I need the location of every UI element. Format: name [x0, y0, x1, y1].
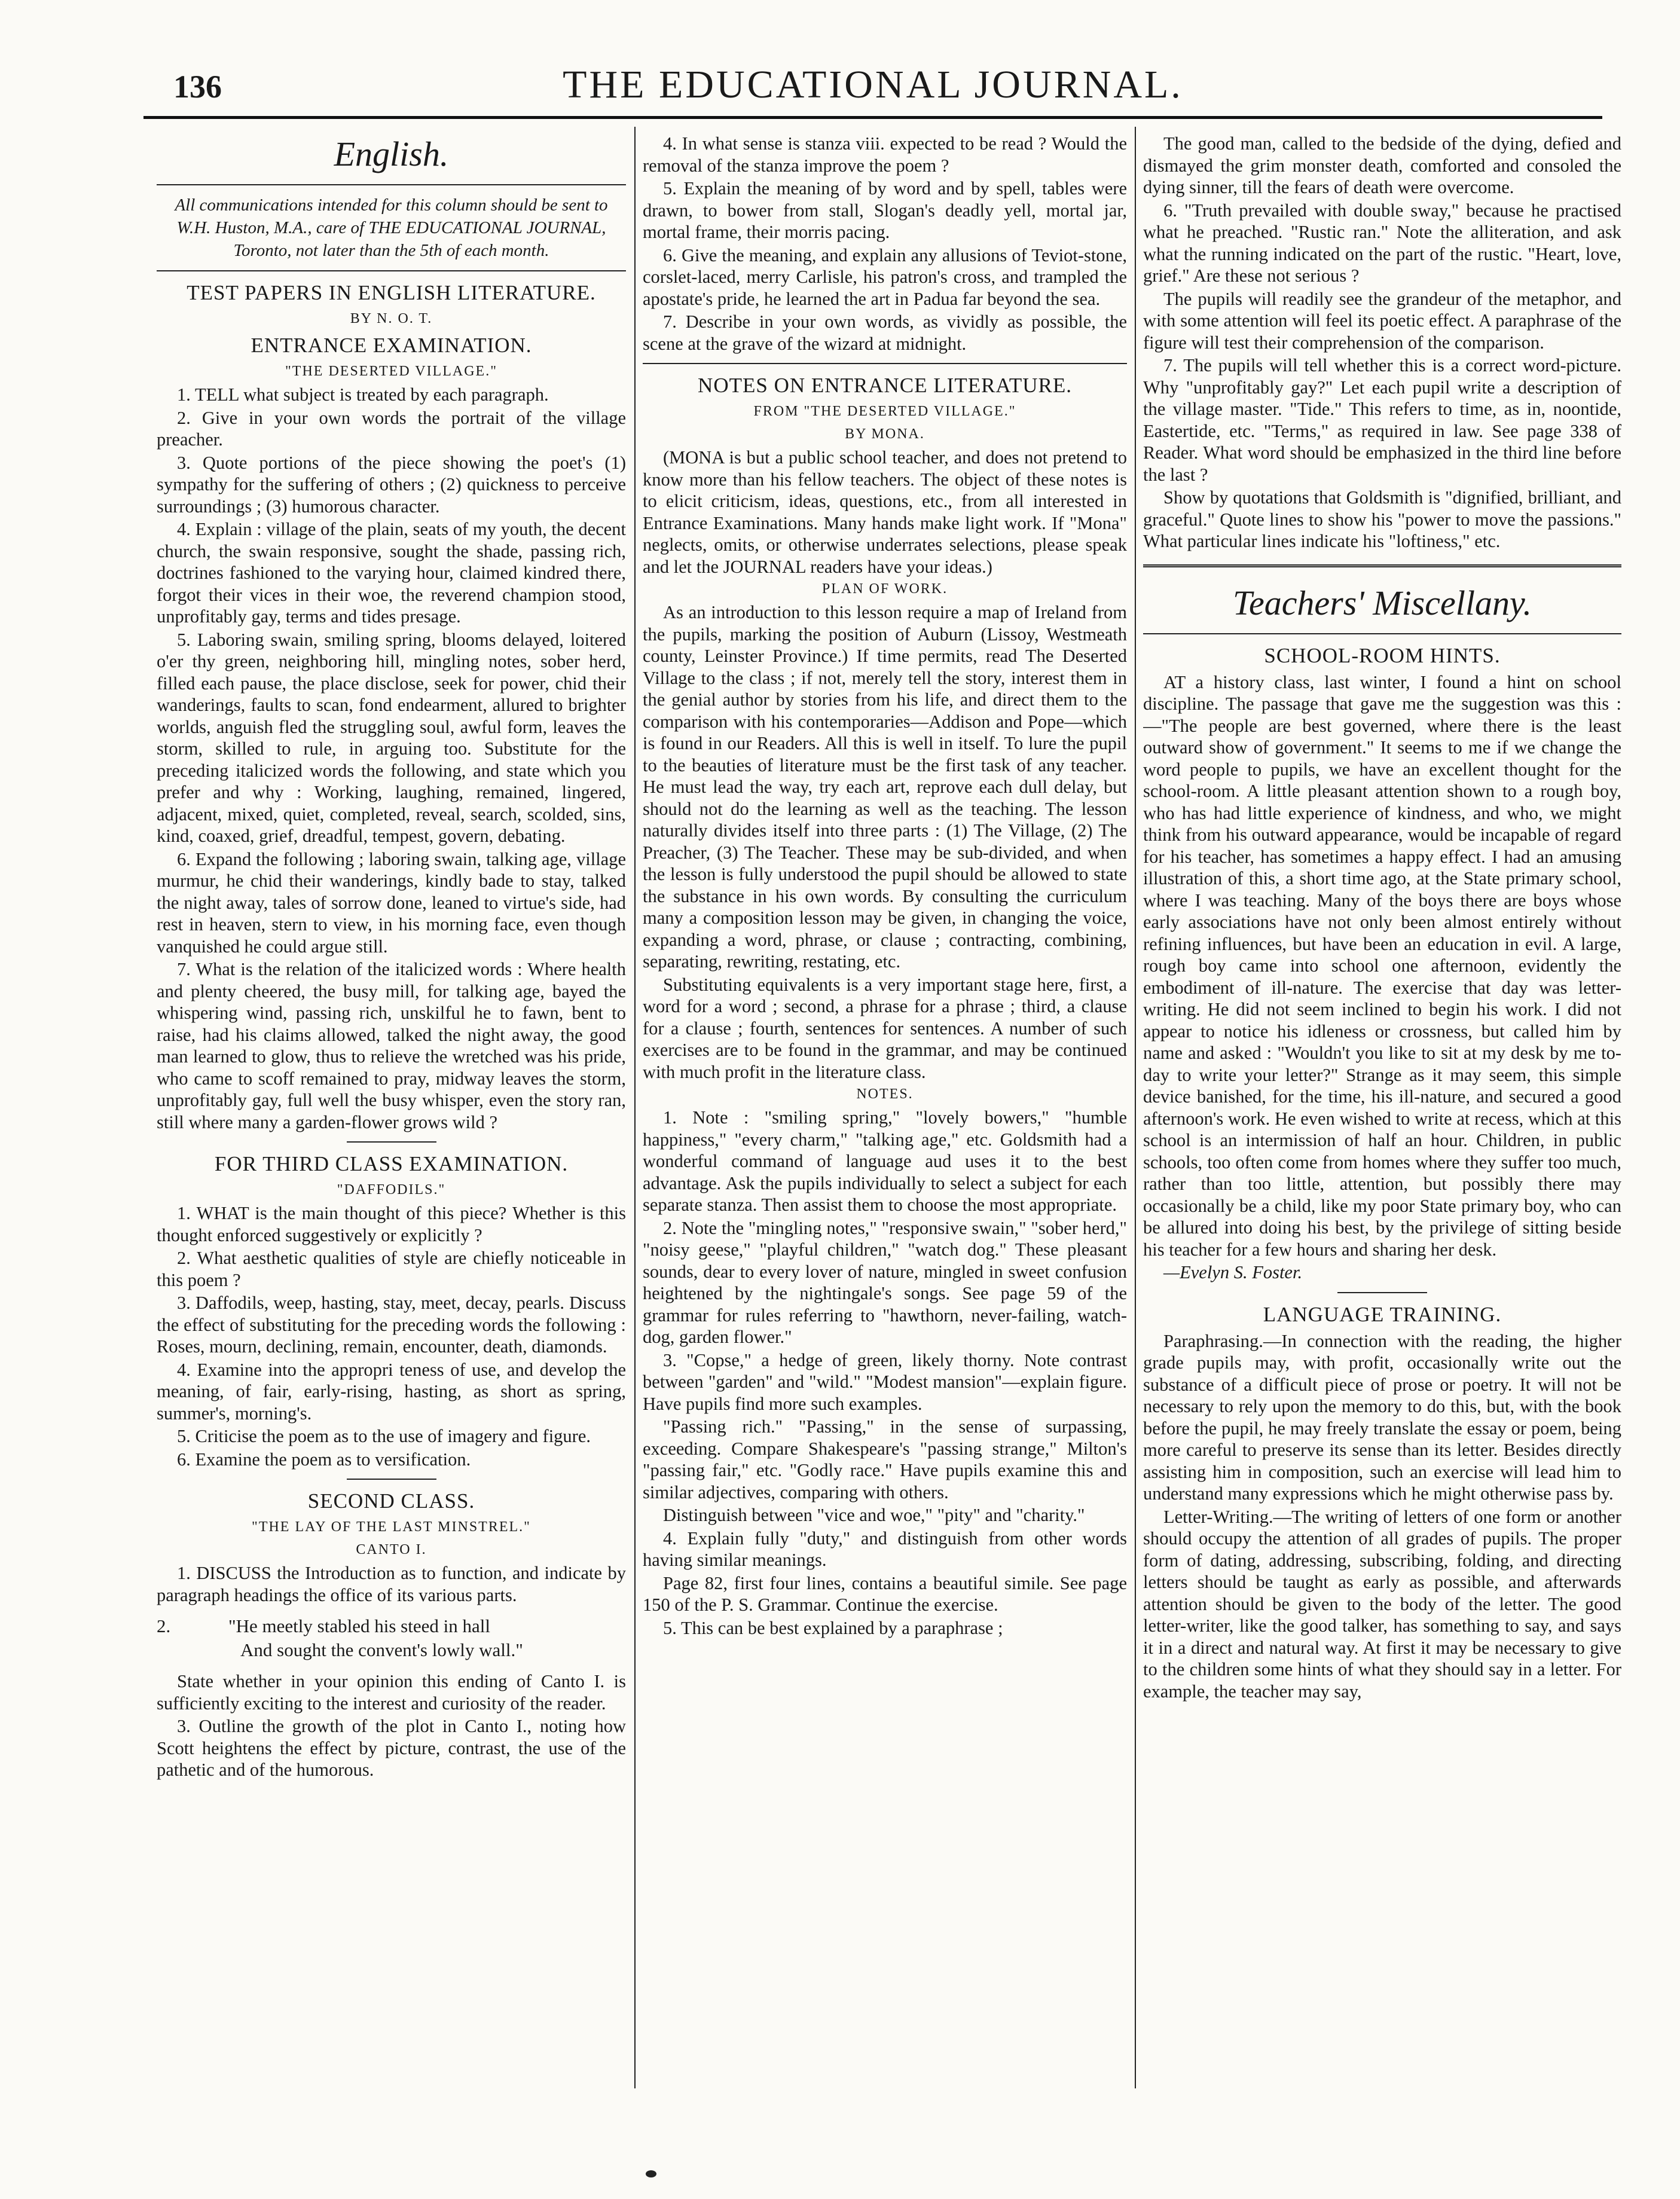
paragraph: 6. "Truth prevailed with double sway," because he practised what he preached. "Rustic ran." Note the alliteration, and ask what the running indicated on the part of the rustic. "Heart, love, grief." Are these not serious ? [1143, 200, 1621, 286]
section-subtitle: FROM "THE DESERTED VILLAGE." [753, 404, 1016, 419]
section-title-school-room-hints: SCHOOL-ROOM HINTS. [1264, 643, 1501, 667]
divider [643, 363, 1127, 364]
subheading-plan-of-work: PLAN OF WORK. [821, 581, 948, 597]
question: 4. In what sense is stanza viii. expected to be read ? Would the removal of the stanza improve the poem ? [643, 133, 1127, 176]
question: 7. Describe in your own words, as vividly as possible, the scene at the grave of the wizard at midnight. [643, 311, 1127, 354]
header-rule [143, 116, 1602, 119]
question: 6. Give the meaning, and explain any allusions of Teviot-stone, corslet-laced, merry Carlisle, his patron's cross, and trampled the apostate's pride, he learned the art in Padua far beyond the sea. [643, 245, 1127, 309]
paragraph: Letter-Writing.—The writing of letters of one form or another should occupy the attention of all grades of pupils. The proper form of dating, addressing, subscribing, folding, and directing letters should be taught as early as possible, and afterwards attention should be given to the body of the letter. The good letter-writer, like the good talker, has something to say, and says it in a direct and natural way. At first it may be necessary to give to the children some hints of what they should say in a letter. For example, the teacher may say, [1143, 1506, 1621, 1702]
question: 4. Examine into the appropri teness of use, and develop the meaning, of fair, early-rising, hasting, as short as spring, summer's, morning's. [157, 1359, 626, 1424]
department-title-english: English. [334, 135, 449, 173]
question: 7. What is the relation of the italicized words : Where health and plenty cheered, the busy mill, for talking age, bayed the whispering wind, passing rich, unskilful he to fawn, bent to raise, had his claims allowed, talked the night away, the good man learned to glow, thus to relieve the wretched was his pride, who came to scoff remained to pray, midway leaves the storm, unprofitably gay, full well the busy whisper, even the story ran, still where many a garden-flower grows wild ? [157, 959, 626, 1132]
divider [1337, 1292, 1427, 1293]
question: 2. What aesthetic qualities of style are chiefly noticeable in this poem ? [157, 1248, 626, 1290]
byline: BY N. O. T. [350, 311, 433, 326]
question: 6. Expand the following ; laboring swain, talking age, village murmur, he chid their wanderings, kindly bade to stay, talked the night away, tales of sorrow done, leaned to virtue's side, had rest in heaven, stern to view, in his morning face, even though vanquished he could argue still. [157, 848, 626, 957]
verse-line: "He meetly stabled his steed in hall [228, 1615, 490, 1636]
paragraph: Paraphrasing.—In connection with the reading, the higher grade pupils may, with profit, occasionally write out the substance of a difficult piece of prose or poetry. It will not be necessary to rely upon the memory to do this, but, with the book before the pupil, he may freely translate the essay or poem, being more careful to preserve its sense than its letter. Besides directly assisting him in composition, such an exercise will lead him to understand many expressions which he might otherwise pass by. [1143, 1330, 1621, 1504]
note-item: Distinguish between "vice and woe," "pity" and "charity." [663, 1505, 1085, 1525]
divider [1143, 633, 1621, 634]
section-subtitle: "DAFFODILS." [337, 1182, 446, 1198]
paragraph: As an introduction to this lesson require a map of Ireland from the pupils, marking the position of Auburn (Lissoy, Westmeath county, Leinster Province.) If time permits, read The Deserted Village to the class ; if not, merely tell the story, interest them in the genial author by stories from his life, and direct them to the comparison with his contemporaries—Addison and Pope—which is found in our Readers. All this is well in itself. To lure the pupil to the beauties of literature must be the first task of any teacher. He must lead the way, try each art, reprove each dull delay, but should not do the learning as well as the teaching. The lesson naturally divides itself into three parts : (1) The Village, (2) The Preacher, (3) The Teacher. These may be sub-divided, and when the lesson is fully understood the pupil should be allowed to state the substance in his own words. By consulting the curriculum many a composition lesson may be given, in changing the voice, expanding a word, phrase, or clause ; contracting, combining, separating, rewriting, restating, etc. [643, 602, 1127, 972]
paragraph: Substituting equivalents is a very important stage here, first, a word for a word ; second, a phrase for a phrase ; third, a clause for a clause ; fourth, sentences for sentences. A number of such exercises are to be found in the grammar, and may be continued with much profit in the literature class. [643, 974, 1127, 1082]
department-note: All communications intended for this column should be sent to W.H. Huston, M.A., care of THE EDUCATIONAL JOURNAL, Toronto, not later than the 5th of each month. [175, 196, 608, 260]
subheading-notes: NOTES. [856, 1086, 914, 1102]
section-subtitle: "THE DESERTED VILLAGE." [285, 364, 497, 379]
page-number: 136 [173, 69, 222, 105]
notes-intro: (MONA is but a public school teacher, and does not pretend to know more than his fellow teachers. The object of these notes is to elicit criticism, ideas, questions, etc., from all interested in Entrance Examinations. Many hands make light work. If "Mona" neglects, omits, or otherwise underrates selections, please speak and let the JOURNAL readers have your ideas.) [643, 447, 1127, 577]
question: 6. Examine the poem as to versification. [177, 1449, 471, 1470]
page-header [143, 57, 1602, 117]
verse-lines [228, 1614, 523, 1662]
verse-quote [157, 1614, 626, 1662]
question: 3. Daffodils, weep, hasting, stay, meet, decay, pearls. Discuss the effect of substituting for the preceding words the following : Roses, mourn, declining, remain, encounter, death, diamonds. [157, 1293, 626, 1357]
section-title-third-class: FOR THIRD CLASS EXAMINATION. [214, 1152, 569, 1175]
note-item: 2. Note the "mingling notes," "responsive swain," "sober herd," "noisy geese," "playful children," "watch dog." These pleasant sounds, dear to every lover of nature, mingled in sweet confusion heightened by the nightingale's songs. See page 59 of the grammar for rules referring to "hawthorn, never-failing, watch-dog, garden flower." [643, 1217, 1127, 1347]
divider-double [1143, 564, 1621, 570]
paragraph: Show by quotations that Goldsmith is "dignified, brilliant, and graceful." Quote lines to show his "power to move the passions." What particular lines indicate his "loftiness," etc. [1143, 487, 1621, 551]
note-item: "Passing rich." "Passing," in the sense of surpassing, exceeding. Compare Shakespeare's "passing strange," Milton's "passing fair," etc. "Godly race." Have pupils examine this and similar adjectives, comparing with others. [643, 1416, 1127, 1502]
column-middle [643, 133, 1127, 2091]
section-title-test-papers: TEST PAPERS IN ENGLISH LITERATURE. [187, 281, 596, 304]
note-item: Page 82, first four lines, contains a beautiful simile. See page 150 of the P. S. Grammar. Continue the exercise. [643, 1572, 1127, 1615]
question: 5. Criticise the poem as to the use of imagery and figure. [177, 1426, 591, 1446]
question: 1. WHAT is the main thought of this piece? Whether is this thought enforced suggestively or explicitly ? [157, 1203, 626, 1245]
column-divider-1 [634, 127, 636, 2088]
ink-speck [646, 2170, 656, 2177]
verse-line: And sought the convent's lowly wall." [240, 1639, 523, 1660]
divider [347, 1479, 436, 1480]
journal-title: THE EDUCATIONAL JOURNAL. [563, 63, 1183, 106]
department-title-teachers-miscellany: Teachers' Miscellany. [1233, 583, 1532, 622]
section-subtitle: "THE LAY OF THE LAST MINSTREL." [252, 1519, 531, 1535]
divider [157, 270, 626, 271]
question: 5. Laboring swain, smiling spring, blooms delayed, loitered o'er thy green, neighboring hill, mingling notes, sober herd, filled each pause, the place disclose, seek for power, chid their wanderings, faults to scan, fond endearment, allured to brighter worlds, anguish fled the struggling soul, awful form, leaves the storm, skilled to rule, in arguing too. Substitute for the preceding italicized words the following, and state which you prefer and why : Working, laughing, remained, lingered, adjacent, mixed, quiet, completed, reveal, search, scolded, sins, kind, coaxed, grief, dreadful, tempest, govern, debating. [157, 629, 626, 846]
column-right [1143, 133, 1621, 2091]
question: 4. Explain : village of the plain, seats of my youth, the decent church, the swain responsive, sought the shade, passing rich, doctrines fashioned to the varying hour, claimed kindred there, forgot their vices in their woe, the reverend champion stood, unprofitably gay, terms and tides presage. [157, 519, 626, 627]
paragraph: 7. The pupils will tell whether this is a correct word-picture. Why "unprofitably gay?" Let each pupil write a description of the village master. "Tide." This refers to time, as in, noontide, Eastertide, etc. "Terms," as required in law. See page 338 of Reader. What word should be emphasized in the third line before the last ? [1143, 355, 1621, 485]
question: State whether in your opinion this ending of Canto I. is sufficiently exciting to the interest and curiosity of the reader. [157, 1671, 626, 1714]
divider [347, 1141, 436, 1143]
section-title-second-class: SECOND CLASS. [307, 1489, 475, 1513]
note-item: 4. Explain fully "duty," and distinguish from other words having similar meanings. [643, 1528, 1127, 1570]
column-divider-2 [1135, 127, 1136, 2088]
note-item: 1. Note : "smiling spring," "lovely bowers," "humble happiness," "every charm," "talking age," etc. Goldsmith had a wonderful command of language aud uses it to the best advantage. Ask the pupils individually to select a subject for each separate stanza. Then assist them to choose the most appropriate. [643, 1107, 1127, 1215]
section-title-language-training: LANGUAGE TRAINING. [1263, 1302, 1502, 1326]
question: 3. Outline the growth of the plot in Canto I., noting how Scott heightens the effect by picture, contrast, the use of the pathetic and of the humorous. [157, 1716, 626, 1780]
question: 3. Quote portions of the piece showing the poet's (1) sympathy for the suffering of others ; (2) quickness to perceive surroundings ; (3) humorous character. [157, 452, 626, 517]
question-number: 2. [157, 1615, 171, 1636]
note-item: 3. "Copse," a hedge of green, likely thorny. Note contrast between "garden" and "wild." "Modest mansion"—explain figure. Have pupils find more such examples. [643, 1349, 1127, 1414]
paragraph: The pupils will readily see the grandeur of the metaphor, and with some attention will feel its poetic effect. A paraphrase of the figure will test their comprehension of the comparison. [1143, 288, 1621, 353]
section-title-notes: NOTES ON ENTRANCE LITERATURE. [698, 374, 1072, 397]
section-title-entrance: ENTRANCE EXAMINATION. [251, 334, 532, 357]
canto-label: CANTO I. [356, 1542, 427, 1557]
question: 1. DISCUSS the Introduction as to function, and indicate by paragraph headings the office of its various parts. [157, 1563, 626, 1605]
divider [157, 184, 626, 185]
question: 2. Give in your own words the portrait of the village preacher. [157, 407, 626, 450]
paragraph: The good man, called to the bedside of the dying, defied and dismayed the grim monster death, comforted and consoled the dying sinner, till the fears of death were overcome. [1143, 133, 1621, 197]
question: 5. Explain the meaning of by word and by spell, tables were drawn, to bower from stall, Slogan's deadly yell, mortal jar, mortal frame, their morris pacing. [643, 178, 1127, 242]
paragraph: AT a history class, last winter, I found a hint on school discipline. The passage that gave me the suggestion was this :—"The people are best governed, where there is the least outward show of government." It seems to me if we change the word people to pupils, we have an excellent thought for the school-room. A little pleasant attention shown to a rough boy, who has had little experience of kindness, and who, we might think from his outward appearance, would be incapable of regard for his teacher, has sometimes a happy effect. I had an amusing illustration of this, a short time ago, at the State primary school, where I was teaching. Many of the boys there are boys whose early associations have not only been almost entirely without refining influences, but have been an education in evil. A large, rough boy came into school one afternoon, evidently the embodiment of ill-nature. The exercise that day was letter-writing. He did not seem inclined to begin his work. I did not appear to notice his idleness or crossness, but called him by name and asked : "Wouldn't you like to sit at my desk by me to-day to write your letter?" Strange as it may seem, this simple device banished, for the time, his ill-nature, and secured a good afternoon's work. He even wished to write at recess, which at this school is an intermission of half an hour. Children, in public schools, too often come from homes where they suffer too much, rather than too little, attention, but possibly there may occasionally be a child, like my poor State primary boy, who can be allured into doing his best, by the privilege of sitting beside his teacher for a few hours and sharing her desk. [1143, 671, 1621, 1260]
question: 1. TELL what subject is treated by each paragraph. [177, 384, 549, 405]
note-item: 5. This can be best explained by a paraphrase ; [663, 1617, 1003, 1638]
signature: —Evelyn S. Foster. [1163, 1262, 1303, 1282]
byline: BY MONA. [845, 426, 925, 442]
column-left [157, 133, 626, 2091]
